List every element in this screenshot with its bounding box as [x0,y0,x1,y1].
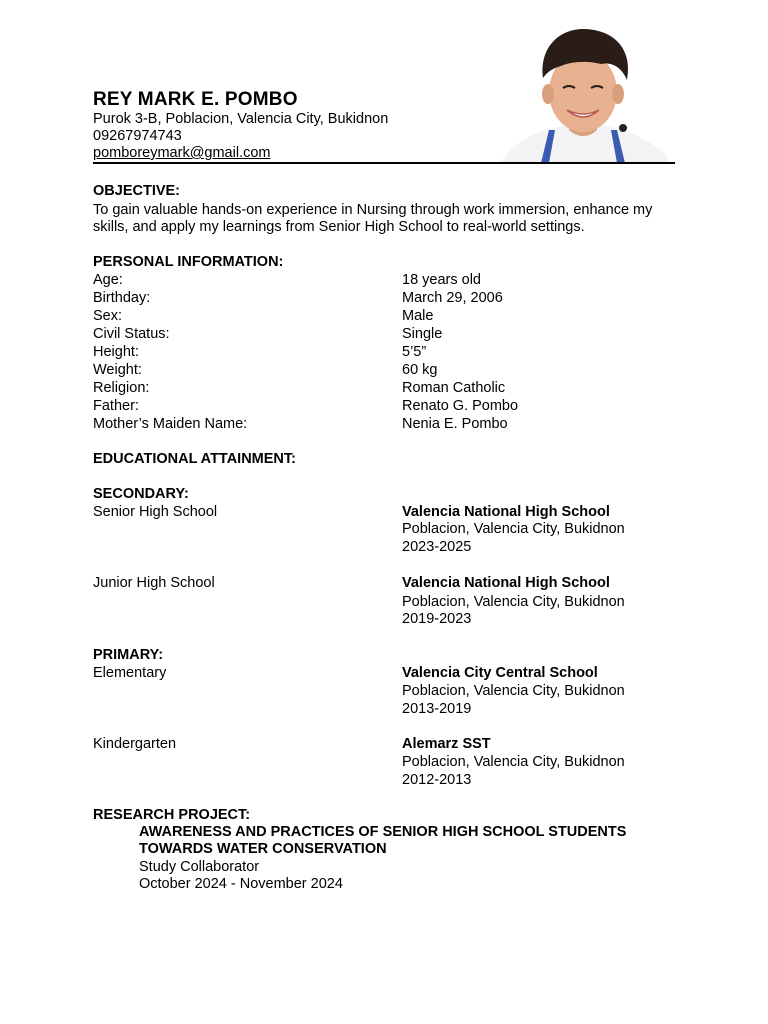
objective-heading: OBJECTIVE: [93,183,181,199]
mother-value: Nenia E. Pombo [402,416,508,432]
birthday-label: Birthday: [93,290,151,306]
school-name: Valencia National High School [402,575,610,591]
religion-value: Roman Catholic [402,380,506,396]
school-years: 2013-2019 [402,701,472,717]
address: Purok 3-B, Poblacion, Valencia City, Bukidnon [93,111,389,127]
education-level: Junior High School [93,575,215,591]
research-role: Study Collaborator [139,859,260,875]
education-heading: EDUCATIONAL ATTAINMENT: [93,451,296,467]
research-heading: RESEARCH PROJECT: [93,807,251,823]
height-value: 5’5” [402,344,427,360]
school-location: Poblacion, Valencia City, Bukidnon [402,683,625,699]
research-title-line2: TOWARDS WATER CONSERVATION [139,841,387,857]
education-level: Kindergarten [93,736,177,752]
research-title-line1: AWARENESS AND PRACTICES OF SENIOR HIGH SCHOOL STUDENTS [139,824,627,840]
religion-label: Religion: [93,380,150,396]
weight-label: Weight: [93,362,142,378]
civil-status-label: Civil Status: [93,326,170,342]
age-label: Age: [93,272,123,288]
father-value: Renato G. Pombo [402,398,519,414]
school-location: Poblacion, Valencia City, Bukidnon [402,754,625,770]
school-years: 2012-2013 [402,772,472,788]
school-years: 2023-2025 [402,539,472,555]
education-level: Elementary [93,665,167,681]
primary-heading: PRIMARY: [93,647,164,663]
header-divider [93,162,675,164]
research-dates: October 2024 - November 2024 [139,876,343,892]
school-name: Alemarz SST [402,736,491,752]
email-link[interactable]: pomboreymark@gmail.com [93,145,271,161]
secondary-heading: SECONDARY: [93,486,189,502]
father-label: Father: [93,398,139,414]
school-name: Valencia National High School [402,504,610,520]
birthday-value: March 29, 2006 [402,290,503,306]
civil-status-value: Single [402,326,443,342]
objective-text: To gain valuable hands-on experience in Nursing through work immersion, enhance my skills, and apply my learnings from Senior High School to real-world settings. [93,202,653,235]
weight-value: 60 kg [402,362,438,378]
school-location: Poblacion, Valencia City, Bukidnon [402,594,625,610]
mother-label: Mother’s Maiden Name: [93,416,248,432]
age-value: 18 years old [402,272,481,288]
school-name: Valencia City Central School [402,665,598,681]
school-location: Poblacion, Valencia City, Bukidnon [402,521,625,537]
sex-value: Male [402,308,434,324]
school-years: 2019-2023 [402,611,472,627]
phone-number: 09267974743 [93,128,182,144]
profile-photo [491,26,675,163]
height-label: Height: [93,344,139,360]
education-level: Senior High School [93,504,218,520]
applicant-name: REY MARK E. POMBO [93,89,298,110]
personal-info-heading: PERSONAL INFORMATION: [93,254,284,270]
sex-label: Sex: [93,308,123,324]
